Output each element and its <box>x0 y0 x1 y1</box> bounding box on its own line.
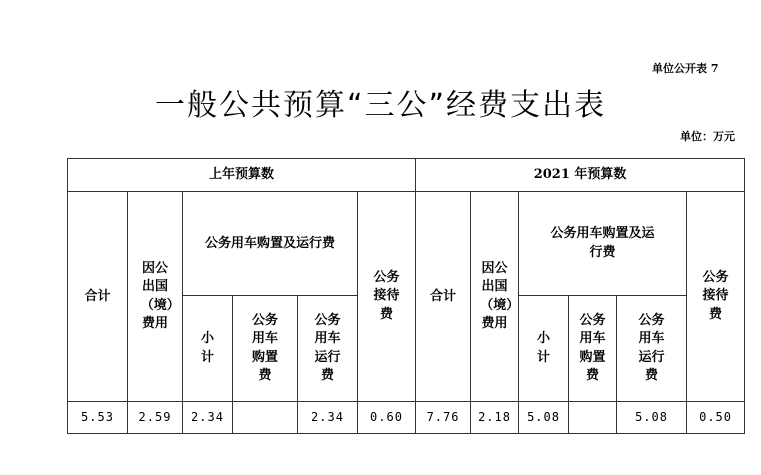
cur-vehicle-header: 公务用车购置及运行费 <box>519 192 687 296</box>
prev-reception-value: 0.60 <box>358 402 416 434</box>
cur-purchase-value <box>569 402 617 434</box>
cur-operation-header: 公务用车运行费 <box>617 296 687 402</box>
prev-total-header: 合计 <box>68 192 128 402</box>
prev-operation-header: 公务用车运行费 <box>298 296 358 402</box>
three-public-expense-table <box>67 158 745 434</box>
prev-operation-value: 2.34 <box>298 402 358 434</box>
header-row-categories <box>68 192 745 296</box>
prev-total-value: 5.53 <box>68 402 128 434</box>
table-code: 单位公开表 7 <box>652 62 719 75</box>
cur-subtotal-header: 小计 <box>519 296 569 402</box>
cur-reception-header: 公务接待费 <box>687 192 745 402</box>
cur-year-header: 2021 年预算数 <box>416 159 745 192</box>
prev-vehicle-header: 公务用车购置及运行费 <box>183 192 358 296</box>
cur-total-header: 合计 <box>416 192 471 402</box>
cur-operation-value: 5.08 <box>617 402 687 434</box>
prev-subtotal-header: 小计 <box>183 296 233 402</box>
prev-outbound-header: 因公出国（境）费用 <box>128 192 183 402</box>
prev-outbound-value: 2.59 <box>128 402 183 434</box>
prev-subtotal-value: 2.34 <box>183 402 233 434</box>
prev-purchase-header: 公务用车购置费 <box>233 296 298 402</box>
unit-label: 单位：万元 <box>680 130 735 143</box>
cur-total-value: 7.76 <box>416 402 471 434</box>
prev-purchase-value <box>233 402 298 434</box>
table-row <box>68 402 745 434</box>
page-title: 一般公共预算“三公”经费支出表 <box>154 88 607 123</box>
cur-reception-value: 0.50 <box>687 402 745 434</box>
cur-subtotal-value: 5.08 <box>519 402 569 434</box>
cur-outbound-header: 因公出国（境）费用 <box>471 192 519 402</box>
prev-year-header: 上年预算数 <box>68 159 416 192</box>
cur-purchase-header: 公务用车购置费 <box>569 296 617 402</box>
prev-reception-header: 公务接待费 <box>358 192 416 402</box>
header-row-years <box>68 159 745 192</box>
cur-outbound-value: 2.18 <box>471 402 519 434</box>
